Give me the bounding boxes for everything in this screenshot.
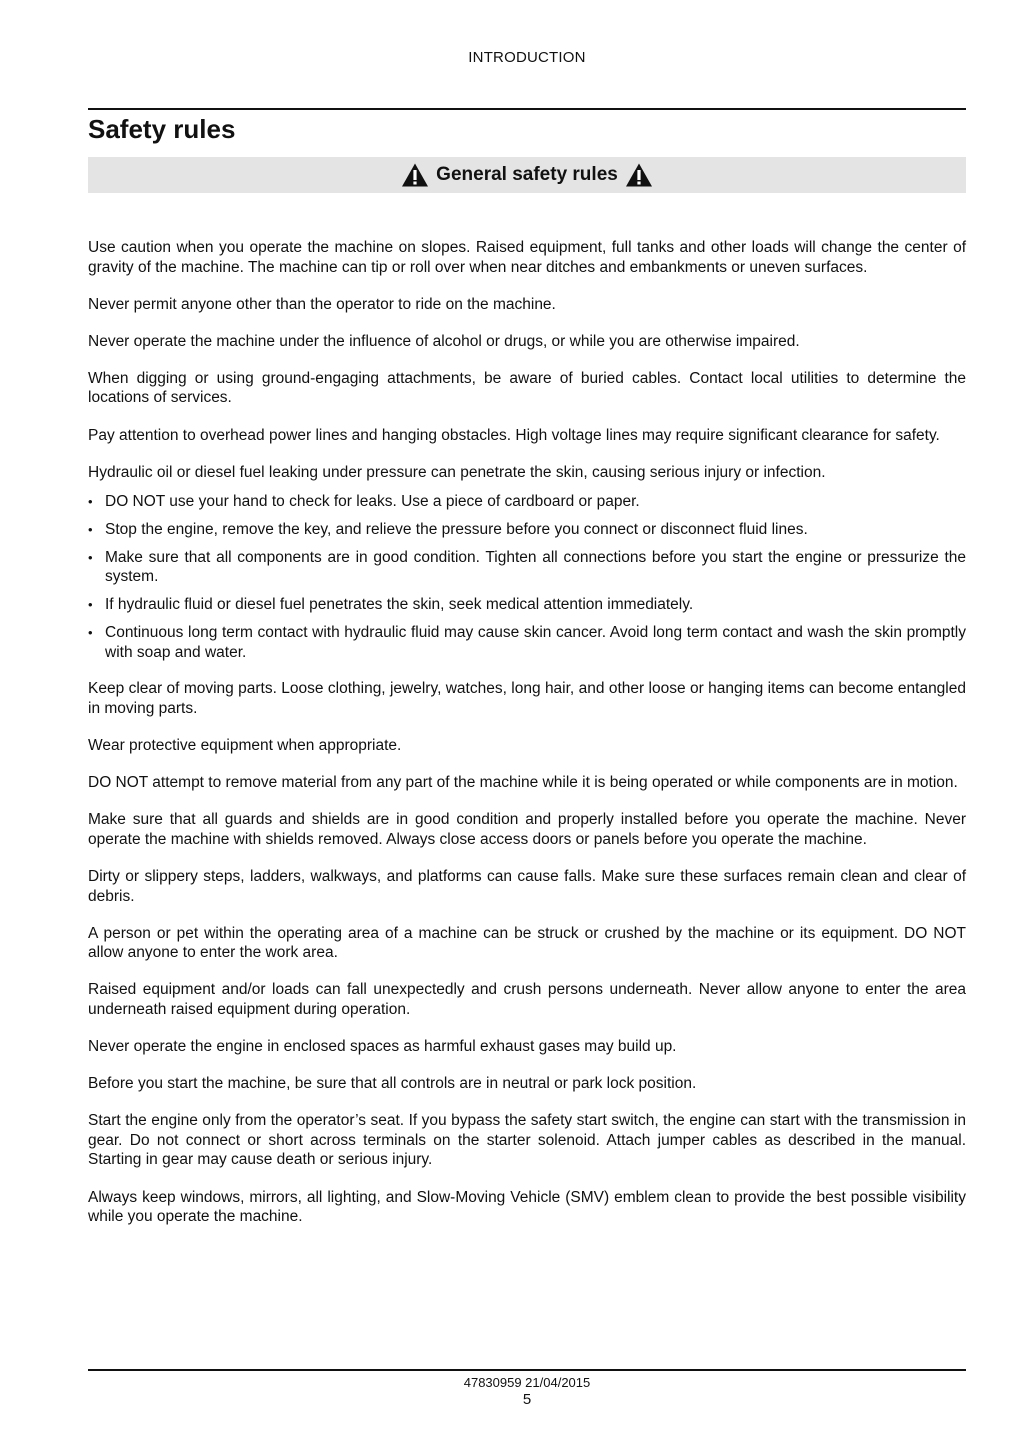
bullet-list xyxy=(88,492,966,663)
paragraph: Keep clear of moving parts. Loose clothing, jewelry, watches, long hair, and other loose or hanging items can become entangled in moving parts. xyxy=(88,680,966,718)
paragraph: Start the engine only from the operator’s seat. If you bypass the safety start switch, the engine can start with the transmission in gear. Do not connect or short across terminals on the starter solenoid. Attach jumper cables as described in the manual. Starting in gear may cause death or serious injury. xyxy=(88,1112,966,1169)
subsection-banner xyxy=(88,157,966,193)
document-id: 47830959 21/04/2015 xyxy=(463,1375,591,1390)
paragraph: Never operate the machine under the influence of alcohol or drugs, or while you are otherwise impaired. xyxy=(88,332,800,350)
paragraph: A person or pet within the operating area of a machine can be struck or crushed by the machine or its equipment. DO NOT allow anyone to enter the work area. xyxy=(88,924,966,962)
paragraph: Hydraulic oil or diesel fuel leaking under pressure can penetrate the skin, causing serious injury or infection. xyxy=(88,463,826,481)
paragraph: Wear protective equipment when appropriate. xyxy=(88,737,402,755)
list-item: • If hydraulic fluid or diesel fuel penetrates the skin, seek medical attention immediately. xyxy=(88,595,966,615)
warning-triangle-icon xyxy=(625,162,653,188)
list-item: • Continuous long term contact with hydraulic fluid may cause skin cancer. Avoid long term contact and wash the skin promptly with soap and water. xyxy=(88,623,966,662)
paragraph: Make sure that all guards and shields are in good condition and properly installed before you operate the machine. Never operate the machine with shields removed. Always close access doors or panels before you operate the machine. xyxy=(88,811,966,848)
paragraph: Raised equipment and/or loads can fall unexpectedly and crush persons underneath. Never allow anyone to enter the area underneath raised equipment during operation. xyxy=(88,981,966,1018)
page-number: 5 xyxy=(522,1391,532,1408)
paragraph: When digging or using ground-engaging attachments, be aware of buried cables. Contact local utilities to determine the locations of services. xyxy=(88,369,966,407)
warning-triangle-icon xyxy=(401,162,429,188)
paragraph: Never operate the engine in enclosed spaces as harmful exhaust gases may build up. xyxy=(88,1038,677,1056)
paragraph: Pay attention to overhead power lines and hanging obstacles. High voltage lines may require significant clearance for safety. xyxy=(88,426,940,444)
list-item: • Make sure that all components are in good condition. Tighten all connections before you start the engine or pressurize the system. xyxy=(88,548,966,587)
paragraph: Never permit anyone other than the operator to ride on the machine. xyxy=(88,295,556,313)
subsection-title: General safety rules xyxy=(436,164,618,185)
header-rule xyxy=(88,108,966,110)
paragraph: DO NOT attempt to remove material from any part of the machine while it is being operated or while components are in motion. xyxy=(88,774,958,792)
paragraph: Always keep windows, mirrors, all lighting, and Slow-Moving Vehicle (SMV) emblem clean to provide the best possible visibility while you operate the machine. xyxy=(88,1188,966,1226)
running-header: INTRODUCTION xyxy=(468,49,586,66)
paragraph: Use caution when you operate the machine on slopes. Raised equipment, full tanks and other loads will change the center of gravity of the machine. The machine can tip or roll over when near ditches and embankments or uneven surfaces. xyxy=(88,239,966,276)
paragraph: Dirty or slippery steps, ladders, walkways, and platforms can cause falls. Make sure these surfaces remain clean and clear of debris. xyxy=(88,868,966,905)
list-item: • Stop the engine, remove the key, and relieve the pressure before you connect or disconnect fluid lines. xyxy=(88,520,966,540)
paragraph: Before you start the machine, be sure that all controls are in neutral or park lock position. xyxy=(88,1075,697,1093)
body-content xyxy=(88,238,966,1244)
section-title: Safety rules xyxy=(88,114,236,144)
footer-rule xyxy=(88,1369,966,1371)
list-item: • DO NOT use your hand to check for leaks. Use a piece of cardboard or paper. xyxy=(88,492,966,512)
